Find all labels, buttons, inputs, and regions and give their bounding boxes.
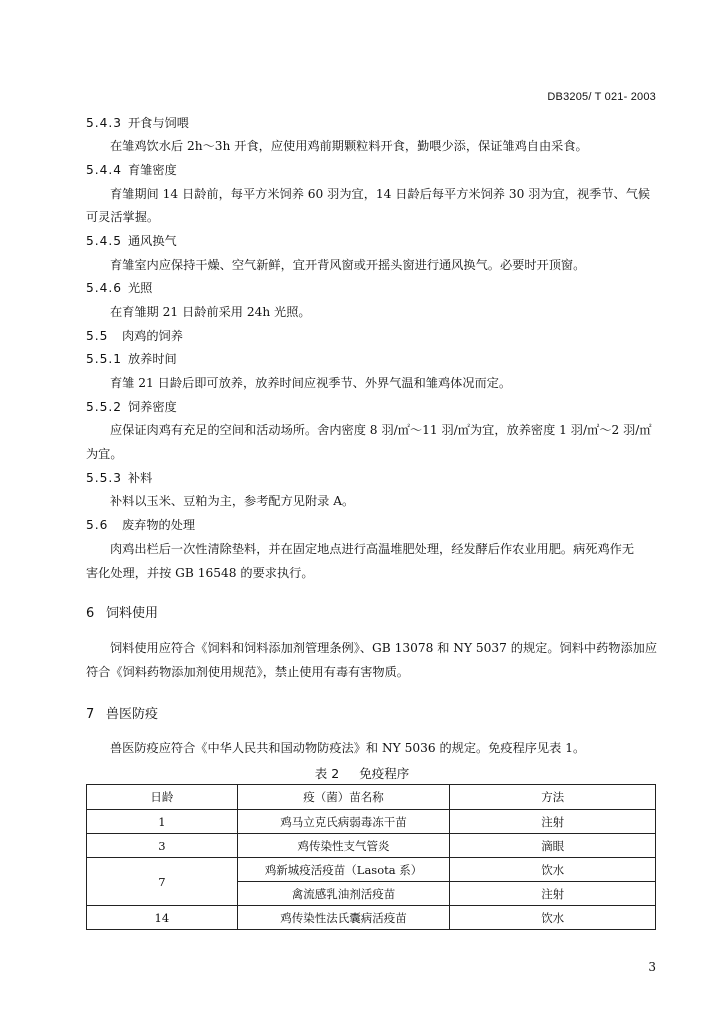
section-number: 5.4.6 [86,281,123,295]
chapter-title: 饲料使用 [106,606,159,621]
cell-vaccine: 鸡传染性支气管炎 [237,834,450,858]
cell-vaccine: 鸡新城疫活疫苗（Lasota 系） [237,858,450,882]
cell-age: 7 [87,858,238,906]
paragraph: 补料以玉米、豆粕为主，参考配方见附录 A。 [110,494,355,508]
table-row [87,906,656,930]
section-number: 5.5 [86,329,109,343]
table-caption [0,764,724,782]
chapter-number: 7 [86,707,95,722]
section-title: 通风换气 [128,234,177,248]
section-heading [86,399,177,415]
cell-method: 注射 [450,882,656,906]
table-header-row [87,785,656,810]
cell-vaccine: 禽流感乳油剂活疫苗 [237,882,450,906]
paragraph-continuation: 符合《饲料药物添加剂使用规范》，禁止使用有毒有害物质。 [86,665,409,679]
section-number: 5.4.4 [86,163,123,177]
section-title: 育雏密度 [128,163,177,177]
section-title: 开食与饲喂 [128,116,189,130]
cell-method: 注射 [450,810,656,834]
table-title: 免疫程序 [359,766,410,781]
section-number: 5.5.1 [86,352,123,366]
cell-vaccine: 鸡马立克氏病弱毒冻干苗 [237,810,450,834]
section-number: 5.4.5 [86,234,123,248]
section-heading [86,115,189,131]
section-number: 5.5.3 [86,471,123,485]
cell-method: 滴眼 [450,834,656,858]
paragraph: 应保证肉鸡有充足的空间和活动场所。舍内密度 8 羽/㎡～11 羽/㎡为宜，放养密度 1 羽/㎡～2 羽/㎡ [110,423,652,437]
section-heading [86,280,152,296]
section-title: 补料 [128,471,153,485]
document-code: DB3205/ T 021- 2003 [547,91,656,103]
chapter-title: 兽医防疫 [106,707,159,722]
section-heading [86,328,183,344]
table-row [87,858,656,882]
section-title: 光照 [128,281,153,295]
paragraph: 兽医防疫应符合《中华人民共和国动物防疫法》和 NY 5036 的规定。免疫程序见表 1。 [110,741,586,755]
immunization-table [86,784,656,930]
table-row [87,810,656,834]
paragraph: 肉鸡出栏后一次性清除垫料，并在固定地点进行高温堆肥处理，经发酵后作农业用肥。病死鸡作无 [110,542,635,556]
table-label: 表 2 [314,766,340,781]
cell-age: 3 [87,834,238,858]
section-heading [86,233,177,249]
paragraph-continuation: 可灵活掌握。 [86,210,160,224]
chapter-heading [86,606,158,622]
section-number: 5.6 [86,518,109,532]
table-row [87,834,656,858]
page-number: 3 [648,960,656,974]
section-heading [86,470,152,486]
cell-age: 14 [87,906,238,930]
paragraph: 育雏室内应保持干燥、空气新鲜，宜开背风窗或开摇头窗进行通风换气。必要时开顶窗。 [110,258,586,272]
section-title: 废弃物的处理 [122,518,196,532]
section-title: 肉鸡的饲养 [122,329,183,343]
column-header-age: 日龄 [87,785,238,810]
cell-vaccine: 鸡传染性法氏囊病活疫苗 [237,906,450,930]
paragraph-continuation: 害化处理，并按 GB 16548 的要求执行。 [86,566,314,580]
paragraph: 育雏 21 日龄后即可放养，放养时间应视季节、外界气温和雏鸡体况而定。 [110,376,512,390]
cell-method: 饮水 [450,906,656,930]
chapter-number: 6 [86,606,95,621]
section-heading [86,162,177,178]
chapter-heading [86,707,158,723]
section-heading [86,351,177,367]
section-number: 5.5.2 [86,400,123,414]
cell-method: 饮水 [450,858,656,882]
paragraph: 在雏鸡饮水后 2h～3h 开食，应使用鸡前期颗粒料开食，勤喂少添，保证雏鸡自由采食。 [110,139,588,153]
section-heading [86,517,195,533]
paragraph: 在育雏期 21 日龄前采用 24h 光照。 [110,305,311,319]
section-title: 放养时间 [128,352,177,366]
paragraph: 饲料使用应符合《饲料和饲料添加剂管理条例》、GB 13078 和 NY 5037 的规定。饲料中药物添加应 [110,641,658,655]
section-title: 饲养密度 [128,400,177,414]
column-header-method: 方法 [450,785,656,810]
section-number: 5.4.3 [86,116,123,130]
column-header-vaccine: 疫（菌）苗名称 [237,785,450,810]
cell-age: 1 [87,810,238,834]
paragraph-continuation: 为宜。 [86,447,123,461]
paragraph: 育雏期间 14 日龄前，每平方米饲养 60 羽为宜，14 日龄后每平方米饲养 30 羽为宜，视季节、气候 [110,187,651,201]
